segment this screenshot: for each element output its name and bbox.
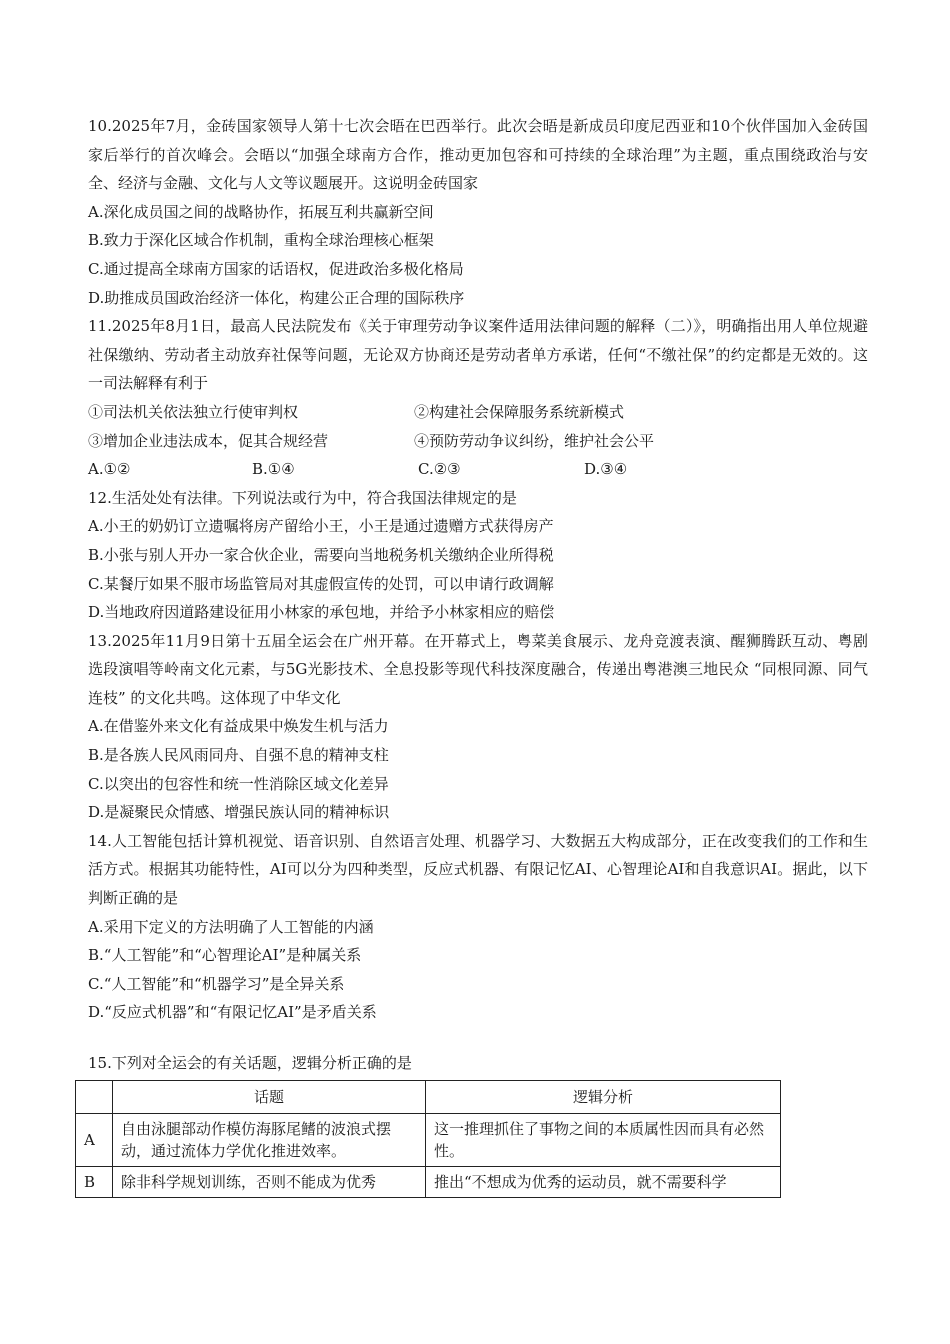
q11-option-a: A.①② bbox=[88, 460, 131, 479]
q13-option-c: C.以突出的包容性和统一性消除区域文化差异 bbox=[88, 774, 389, 793]
table-header-topic: 话题 bbox=[113, 1080, 426, 1113]
table-row bbox=[76, 1166, 781, 1197]
table-row bbox=[76, 1113, 781, 1166]
row-topic: 除非科学规划训练，否则不能成为优秀 bbox=[113, 1166, 426, 1197]
q11-item-4: ④预防劳动争议纠纷，维护社会公平 bbox=[414, 431, 655, 450]
q11-item-2: ②构建社会保障服务系统新模式 bbox=[414, 402, 625, 421]
q15-stem: 15.下列对全运会的有关话题，逻辑分析正确的是 bbox=[88, 1054, 412, 1072]
q10-option-c: C.通过提高全球南方国家的话语权，促进政治多极化格局 bbox=[88, 259, 464, 278]
q15-table bbox=[75, 1080, 781, 1198]
q11-option-b: B.①④ bbox=[252, 460, 295, 479]
q10-option-a: A.深化成员国之间的战略协作，拓展互利共赢新空间 bbox=[88, 202, 434, 221]
q11-item-1: ①司法机关依法独立行使审判权 bbox=[88, 402, 299, 421]
row-label: B bbox=[76, 1166, 113, 1197]
q13-option-d: D.是凝聚民众情感、增强民族认同的精神标识 bbox=[88, 803, 390, 822]
q12-option-d: D.当地政府因道路建设征用小林家的承包地，并给予小林家相应的赔偿 bbox=[88, 603, 555, 622]
q12-option-a: A.小王的奶奶订立遗嘱将房产留给小王，小王是通过遗赠方式获得房产 bbox=[88, 517, 554, 536]
q11-stem: 11.2025年8月1日，最高人民法院发布《关于审理劳动争议案件适用法律问题的解释（二）》，明确指出用人单位规避社保缴纳、劳动者主动放弃社保等问题，无论双方协商还是劳动者单方承诺，任何“不缴社保”的约定都是无效的。这一司法解释有利于 bbox=[88, 317, 868, 393]
q11-item-3: ③增加企业违法成本，促其合规经营 bbox=[88, 431, 329, 450]
q13-option-b: B.是各族人民风雨同舟、自强不息的精神支柱 bbox=[88, 746, 389, 765]
row-topic: 自由泳腿部动作模仿海豚尾鳍的波浪式摆动，通过流体力学优化推进效率。 bbox=[113, 1113, 426, 1166]
q14-stem: 14.人工智能包括计算机视觉、语音识别、自然语言处理、机器学习、大数据五大构成部分，正在改变我们的工作和生活方式。根据其功能特性，AI可以分为四种类型，反应式机器、有限记忆AI、心智理论AI和自我意识AI。据此，以下判断正确的是 bbox=[88, 831, 868, 908]
q14-option-a: A.采用下定义的方法明确了人工智能的内涵 bbox=[88, 917, 374, 936]
q12-stem: 12.生活处处有法律。下列说法或行为中，符合我国法律规定的是 bbox=[88, 488, 517, 507]
q11-items-row-1 bbox=[88, 398, 868, 427]
row-analysis: 这一推理抓住了事物之间的本质属性因而具有必然性。 bbox=[426, 1113, 781, 1166]
table-header-analysis: 逻辑分析 bbox=[426, 1080, 781, 1113]
q12-option-c: C.某餐厅如果不服市场监管局对其虚假宣传的处罚，可以申请行政调解 bbox=[88, 574, 554, 593]
q14-option-c: C.“人工智能”和“机器学习”是全异关系 bbox=[88, 974, 345, 993]
q14-option-b: B.“人工智能”和“心智理论AI”是种属关系 bbox=[88, 946, 362, 965]
q13-option-a: A.在借鉴外来文化有益成果中焕发生机与活力 bbox=[88, 717, 389, 736]
q14-option-d: D.“反应式机器”和“有限记忆AI”是矛盾关系 bbox=[88, 1003, 377, 1022]
q11-option-d: D.③④ bbox=[584, 460, 628, 479]
row-label: A bbox=[76, 1113, 113, 1166]
q13-stem: 13.2025年11月9日第十五届全运会在广州开幕。在开幕式上，粤菜美食展示、龙舟竞渡表演、醒狮腾跃互动、粤剧选段演唱等岭南文化元素，与5G光影技术、全息投影等现代科技深度融合，传递出粤港澳三地民众 “同根同源、同气连枝” 的文化共鸣。这体现了中华文化 bbox=[88, 631, 868, 707]
table-header-label bbox=[76, 1080, 113, 1113]
q11-option-c: C.②③ bbox=[418, 460, 461, 479]
q10-stem: 10.2025年7月，金砖国家领导人第十七次会晤在巴西举行。此次会晤是新成员印度尼西亚和10个伙伴国加入金砖国家后举行的首次峰会。会晤以“加强全球南方合作，推动更加包容和可持续的全球治理”为主题，重点围绕政治与安全、经济与金融、文化与人文等议题展开。这说明金砖国家 bbox=[88, 117, 868, 193]
question-page bbox=[84, 112, 868, 1198]
q10-option-b: B.致力于深化区域合作机制，重构全球治理核心框架 bbox=[88, 231, 434, 250]
row-analysis: 推出“不想成为优秀的运动员，就不需要科学 bbox=[426, 1166, 781, 1197]
q10-option-d: D.助推成员国政治经济一体化，构建公正合理的国际秩序 bbox=[88, 288, 465, 307]
q11-items-row-2 bbox=[88, 427, 868, 456]
table-header-row bbox=[76, 1080, 781, 1113]
q12-option-b: B.小张与别人开办一家合伙企业，需要向当地税务机关缴纳企业所得税 bbox=[88, 545, 554, 564]
q11-options bbox=[88, 455, 868, 484]
